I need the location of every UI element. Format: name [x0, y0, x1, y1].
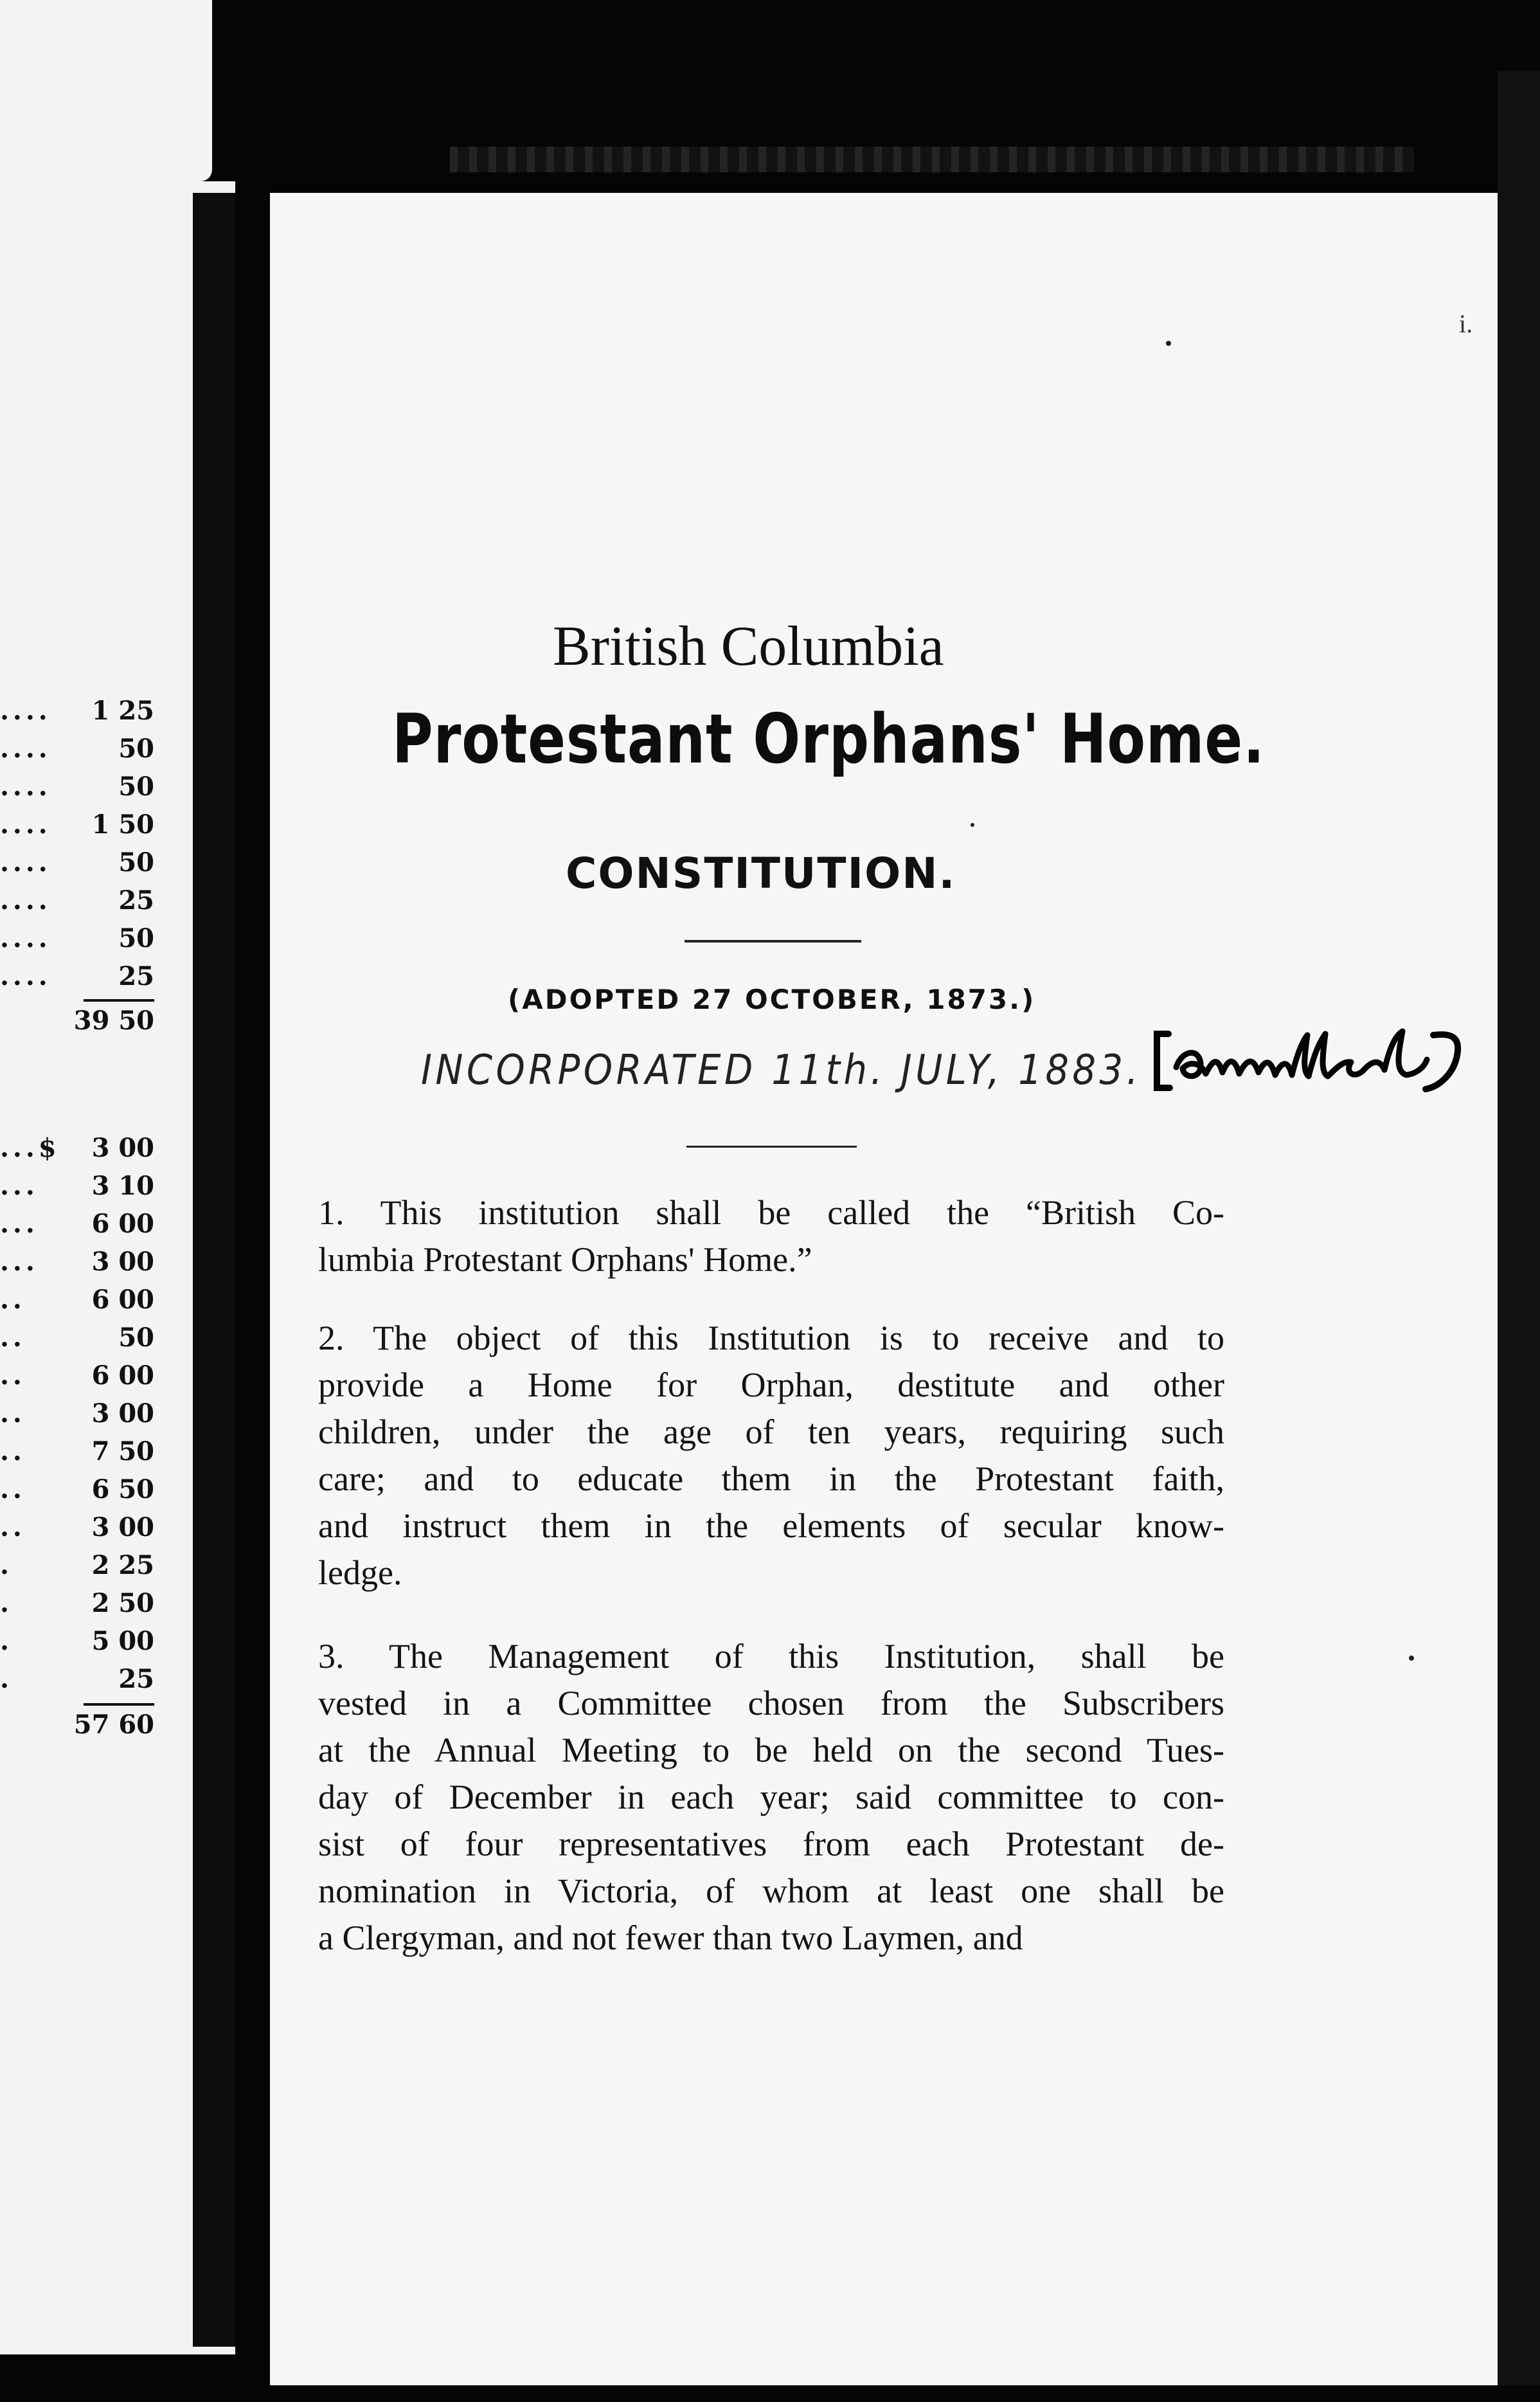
ledger-amount: 50 — [118, 734, 154, 764]
ledger-amount: 50 — [118, 1323, 154, 1353]
divider-rule-2 — [686, 1146, 857, 1148]
binding-strip — [450, 147, 1414, 172]
paragraph-2-line: ledge. — [318, 1553, 402, 1592]
ledger-amount: 3 00 — [91, 1512, 154, 1542]
ledger-amount: 6 00 — [91, 1285, 154, 1315]
ledger-row — [0, 1133, 154, 1171]
paragraph-3-line: day of December in each year; said committee to con- — [318, 1778, 1224, 1816]
handwritten-annulled-annotation — [1151, 1022, 1478, 1099]
paragraph-2-line: and instruct them in the elements of secular know- — [318, 1506, 1224, 1545]
ledger-leader-dots: .... — [0, 961, 51, 991]
page-speck — [1166, 341, 1171, 346]
ledger-leader-dots: . — [0, 1550, 13, 1580]
ledger-amount: 7 50 — [91, 1436, 154, 1467]
ledger-row — [0, 1664, 154, 1702]
ledger-amount: 2 50 — [91, 1588, 154, 1618]
paragraph-1-line: lumbia Protestant Orphans' Home.” — [318, 1240, 812, 1279]
ledger-leader-dots: .... — [0, 923, 51, 953]
paragraph-3-line: 3. The Management of this Institution, shall be — [318, 1637, 1224, 1675]
ledger-leader-dots: . — [0, 1588, 13, 1618]
paragraph-2-line: children, under the age of ten years, requiring such — [318, 1413, 1224, 1451]
ledger-leader-dots: ... — [0, 1171, 39, 1201]
ledger-total — [0, 1710, 154, 1747]
paragraph-2 — [318, 1315, 1224, 1596]
ledger-leader-dots: .... — [0, 847, 51, 878]
facing-page-corner — [0, 0, 212, 181]
ledger-amount: 25 — [118, 1664, 154, 1694]
incorporated-date: INCORPORATED 11th. JULY, 1883. — [421, 1047, 1142, 1094]
ledger-row — [0, 772, 154, 809]
ledger-amount: 1 50 — [91, 809, 154, 840]
ledger-leader-dots: .. — [0, 1474, 26, 1504]
ledger-amount: 3 00 — [91, 1398, 154, 1429]
paragraph-3-line: a Clergyman, and not fewer than two Laymen, and — [318, 1919, 1023, 1957]
ledger-leader-dots: ... — [0, 1209, 39, 1239]
paragraph-3-line: vested in a Committee chosen from the Subscribers — [318, 1684, 1224, 1722]
ledger-row — [0, 1474, 154, 1512]
ledger-leader-dots: .... — [0, 885, 51, 916]
book-spine-shadow — [193, 193, 235, 2347]
adopted-date: (ADOPTED 27 OCTOBER, 1873.) — [508, 984, 1036, 1015]
ledger-leader-dots: .... — [0, 809, 51, 840]
paragraph-3-line: nomination in Victoria, of whom at least one shall be — [318, 1872, 1224, 1910]
title-constitution: CONSTITUTION. — [566, 849, 956, 898]
ledger-total-amount: 57 60 — [73, 1710, 154, 1740]
ledger-amount: 6 00 — [91, 1209, 154, 1239]
ledger-amount: 3 00 — [91, 1133, 154, 1163]
title-protestant-orphans-home: Protestant Orphans' Home. — [392, 700, 1265, 779]
ledger-amount: 25 — [118, 961, 154, 991]
ledger-sum-rule — [84, 1703, 154, 1706]
ledger-sum-rule — [84, 999, 154, 1002]
ledger-row — [0, 1247, 154, 1285]
ledger-row — [0, 1171, 154, 1209]
ledger-row — [0, 1550, 154, 1588]
ledger-amount: 6 00 — [91, 1360, 154, 1391]
ledger-row — [0, 1285, 154, 1323]
ledger-row — [0, 1626, 154, 1664]
paragraph-3 — [318, 1633, 1224, 1962]
page-speck — [971, 823, 974, 827]
ledger-leader-dots: .... — [0, 772, 51, 802]
title-british-columbia: British Columbia — [553, 615, 944, 678]
ledger-amount: 25 — [118, 885, 154, 916]
divider-rule-1 — [685, 940, 861, 943]
ledger-row — [0, 734, 154, 772]
ledger-leader-dots: . — [0, 1664, 13, 1694]
page-mark: i. — [1459, 309, 1473, 338]
page-edge-shadow — [1498, 71, 1540, 2385]
ledger-row — [0, 1512, 154, 1550]
ledger-amount: 3 10 — [91, 1171, 154, 1201]
paragraph-2-line: provide a Home for Orphan, destitute and other — [318, 1366, 1224, 1404]
paragraph-2-line: 2. The object of this Institution is to receive and to — [318, 1319, 1224, 1357]
ledger-total-amount: 39 50 — [73, 1006, 154, 1036]
document-page — [270, 193, 1498, 2385]
ledger-amount: 5 00 — [91, 1626, 154, 1656]
ledger-leader-dots: .. — [0, 1512, 26, 1542]
paragraph-2-line: care; and to educate them in the Protestant faith, — [318, 1459, 1224, 1498]
paragraph-1-line: 1. This institution shall be called the “British Co- — [318, 1193, 1224, 1232]
ledger-amount: 50 — [118, 847, 154, 878]
paragraph-3-line: sist of four representatives from each Protestant de- — [318, 1825, 1224, 1863]
ledger-leader-dots: .. — [0, 1323, 26, 1353]
ledger-leader-dots: ... — [0, 1247, 39, 1277]
ledger-row — [0, 809, 154, 847]
ledger-row — [0, 1360, 154, 1398]
ledger-row — [0, 1436, 154, 1474]
ledger-row — [0, 1398, 154, 1436]
ledger-row — [0, 961, 154, 999]
ledger-leader-dots: .. — [0, 1398, 26, 1429]
paragraph-3-line: at the Annual Meeting to be held on the second Tues- — [318, 1731, 1224, 1769]
ledger-leader-dots: .. — [0, 1360, 26, 1391]
ledger-amount: 1 25 — [91, 696, 154, 726]
ledger-amount: 6 50 — [91, 1474, 154, 1504]
paragraph-1 — [318, 1189, 1224, 1283]
ledger-row — [0, 847, 154, 885]
ledger-leader-dots: . — [0, 1626, 13, 1656]
ledger-leader-dots: .. — [0, 1285, 26, 1315]
ledger-leader-dots: ...$ — [0, 1133, 60, 1163]
ledger-leader-dots: .... — [0, 696, 51, 726]
ledger-amount: 50 — [118, 772, 154, 802]
ledger-amount: 50 — [118, 923, 154, 953]
ledger-leader-dots: .. — [0, 1436, 26, 1467]
ledger-row — [0, 1209, 154, 1247]
ledger-row — [0, 1323, 154, 1360]
ledger-leader-dots: .... — [0, 734, 51, 764]
ledger-row — [0, 1588, 154, 1626]
page-speck — [1409, 1656, 1414, 1661]
ledger-row — [0, 696, 154, 734]
ledger-amount: 3 00 — [91, 1247, 154, 1277]
ledger-row — [0, 923, 154, 961]
ledger-row — [0, 885, 154, 923]
ledger-amount: 2 25 — [91, 1550, 154, 1580]
ledger-total — [0, 1006, 154, 1043]
